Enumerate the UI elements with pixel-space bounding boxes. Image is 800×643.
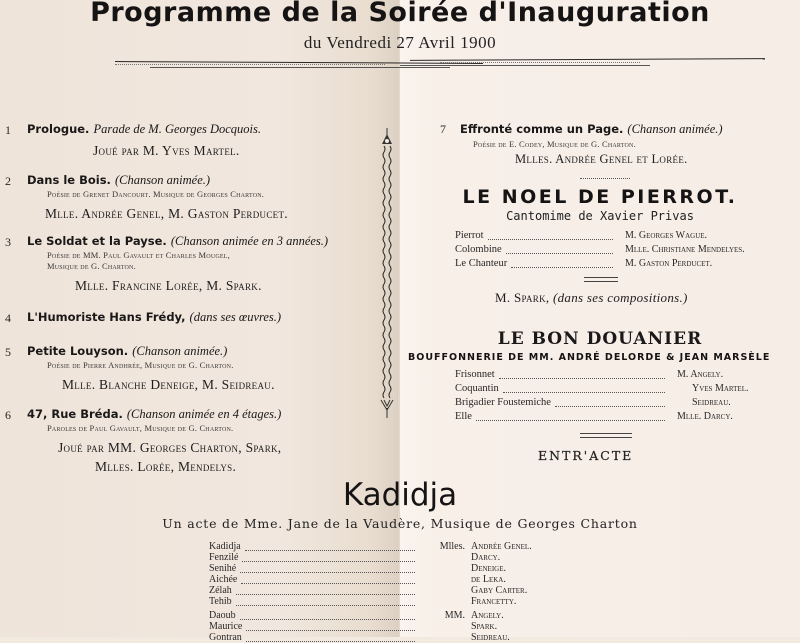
cast-role: Zélah	[209, 585, 232, 596]
item-credits	[27, 189, 372, 200]
cast-actor: Yves Martel.	[692, 383, 749, 394]
header-rule-inner	[115, 64, 385, 65]
item-credit: Poésie de Grenet Dancourt. Musique de Georges Charton.	[47, 189, 265, 199]
divider-rule	[584, 277, 618, 282]
item-note: (Chanson animée.)	[627, 122, 723, 136]
item-performers: Joué par M. Yves Martel.	[93, 143, 240, 158]
leader-dots	[488, 238, 613, 240]
leader-dots	[242, 560, 415, 562]
cast-role: Frisonnet	[455, 369, 495, 380]
cast-row	[209, 574, 579, 585]
wavy-divider	[580, 178, 630, 179]
item-performers: Joué par MM. Georges Charton, Spark,	[58, 440, 282, 455]
leader-dots	[241, 582, 415, 584]
item-title	[27, 343, 372, 359]
douanier-title: LE BON DOUANIER	[497, 329, 703, 349]
item-title-text: Prologue.	[27, 122, 90, 136]
header-rule-bottom	[150, 67, 450, 68]
cast-actor: Darcy.	[471, 552, 501, 563]
item-title	[27, 121, 372, 137]
item-performers-block	[27, 204, 372, 223]
cast-role-cell	[455, 396, 673, 410]
item-performers-block	[27, 438, 372, 476]
leader-dots	[246, 629, 415, 631]
item-title-text: Effronté comme un Page.	[460, 122, 624, 136]
kadidja-cast-list	[209, 541, 579, 643]
cast-row	[455, 368, 785, 382]
item-number: 1	[5, 123, 11, 137]
cast-actor: Mlle. Christiane Mendelyes.	[625, 244, 745, 255]
item-title-text: L'Humoriste Hans Frédy,	[27, 310, 186, 324]
divider-rule	[580, 433, 632, 438]
cast-actor: Francetty.	[471, 596, 517, 607]
cast-role-cell	[455, 382, 673, 396]
item-credits	[27, 360, 372, 371]
cast-role: Colombine	[455, 244, 502, 255]
cast-actor: M. Angely.	[677, 369, 724, 380]
noel-title: LE NOEL DE PIERROT.	[462, 186, 738, 208]
leader-dots	[503, 391, 665, 393]
item-title	[460, 121, 723, 137]
cast-role-cell	[455, 368, 673, 382]
item-performers: Mlle. Francine Lorée, M. Spark.	[75, 278, 262, 293]
item-title-text: Petite Louyson.	[27, 344, 129, 358]
item-note: (Chanson animée en 4 étages.)	[126, 407, 282, 421]
programme-item	[0, 309, 372, 325]
item-number: 5	[5, 345, 11, 359]
cast-role: Pierrot	[455, 230, 484, 241]
cast-actor: M. Georges Wague.	[625, 230, 708, 241]
item-note: (Chanson animée en 3 années.)	[170, 234, 329, 248]
item-note: Parade de M. Georges Docquois.	[93, 122, 262, 136]
item-number: 4	[5, 311, 11, 325]
item-title	[27, 309, 372, 325]
item-credit: Poésie de MM. Paul Gavault et Charles Mougel,	[47, 250, 230, 260]
cast-role: Gontran	[209, 632, 242, 643]
cast-row	[455, 229, 785, 243]
item-number: 7	[440, 122, 446, 136]
cast-role: Fenzilé	[209, 552, 239, 563]
cast-actor: M. Gaston Perducet.	[625, 258, 713, 269]
item-title-text: Le Soldat et la Payse.	[27, 234, 167, 248]
cast-row	[455, 382, 785, 396]
cast-role: Tehib	[209, 596, 232, 607]
cast-role-cell	[209, 621, 423, 632]
leader-dots	[246, 640, 415, 642]
cast-row	[209, 632, 579, 643]
spark-name: M. Spark,	[495, 290, 550, 305]
cast-row	[455, 410, 785, 424]
noel-cast-list	[455, 229, 785, 271]
douanier-cast-list	[455, 368, 785, 424]
cast-role-cell	[209, 632, 423, 643]
programme-title: Programme de la Soirée d'Inauguration	[90, 0, 710, 28]
cast-role: Daoub	[209, 610, 236, 621]
leader-dots	[476, 419, 665, 421]
cast-row	[209, 552, 579, 563]
programme-date: du Vendredi 27 Avril 1900	[303, 33, 497, 52]
programme-item	[0, 406, 372, 476]
cast-actor: de Leka.	[471, 574, 506, 585]
cast-row	[455, 243, 785, 257]
item-note: (Chanson animée.)	[114, 173, 211, 187]
cast-row	[209, 596, 579, 607]
header-rule-inner-right	[440, 62, 640, 63]
cast-actor: Deneige.	[471, 563, 506, 574]
cast-role-cell	[455, 243, 621, 257]
item-number: 2	[5, 174, 11, 188]
cast-prefix: Mlles.	[439, 541, 465, 552]
item-number: 6	[5, 408, 11, 422]
leader-dots	[240, 571, 415, 573]
cast-row	[455, 257, 785, 271]
item-performers: Mlle. Andrée Genel, M. Gaston Perducet.	[45, 206, 288, 221]
leader-dots	[506, 252, 613, 254]
programme-item	[0, 172, 372, 223]
programme-item	[0, 343, 372, 394]
item-title	[27, 406, 372, 422]
douanier-subtitle: BOUFFONNERIE DE MM. ANDRÉ DELORDE & JEAN MARSÈLE	[408, 352, 771, 363]
cast-role-cell	[209, 552, 423, 563]
item-title	[27, 172, 372, 188]
item-credit: Poésie de E. Codey, Musique de G. Charton.	[473, 139, 636, 149]
programme-item	[0, 233, 372, 295]
vertical-ornament-icon	[378, 128, 396, 418]
cast-role-cell	[209, 585, 423, 596]
cast-role-cell	[209, 596, 423, 607]
cast-role-cell	[455, 229, 621, 243]
item-performers-block	[27, 375, 372, 394]
cast-prefix: MM.	[444, 610, 465, 621]
spark-note: (dans ses compositions.)	[552, 290, 688, 305]
item-performers: Mlles. Andrée Genel et Lorée.	[515, 152, 688, 166]
leader-dots	[240, 618, 415, 620]
cast-actor: Andrée Genel.	[471, 541, 532, 552]
noel-subtitle: Cantomime de Xavier Privas	[506, 209, 694, 223]
cast-role-cell	[209, 610, 423, 621]
kadidja-title: Kadidja	[342, 477, 458, 513]
item-credits	[27, 250, 372, 272]
cast-role-cell	[455, 410, 673, 424]
header-rule-bottom-right	[400, 65, 650, 66]
cast-actor: Gaby Carter.	[471, 585, 528, 596]
cast-actor: Seidreau.	[692, 397, 731, 408]
item-title	[27, 233, 372, 249]
cast-role: Brigadier Foustemiche	[455, 397, 551, 408]
leader-dots	[499, 377, 665, 379]
item-note: (Chanson animée.)	[132, 344, 228, 358]
cast-row	[209, 541, 579, 552]
item-performers: Mlles. Lorée, Mendelys.	[95, 459, 237, 474]
leader-dots	[236, 604, 415, 606]
spark-line	[495, 289, 688, 307]
item-note: (dans ses œuvres.)	[189, 310, 282, 324]
leader-dots	[555, 405, 665, 407]
item-performers: Mlle. Blanche Deneige, M. Seidreau.	[62, 377, 275, 392]
left-programme-list	[0, 121, 372, 476]
cast-role-cell	[209, 541, 423, 552]
cast-row	[455, 396, 785, 410]
cast-role-cell	[209, 563, 423, 574]
cast-role: Elle	[455, 411, 472, 422]
kadidja-subtitle: Un acte de Mme. Jane de la Vaudère, Musique de Georges Charton	[162, 516, 638, 531]
leader-dots	[511, 266, 613, 268]
programme-item	[0, 121, 372, 160]
item-credit: Poésie de Pierre Andhrée, Musique de G. Charton.	[47, 360, 234, 370]
cast-row	[209, 621, 579, 632]
cast-row	[209, 610, 579, 621]
cast-role: Coquantin	[455, 383, 499, 394]
cast-role-cell	[455, 257, 621, 271]
cast-role: Kadidja	[209, 541, 241, 552]
cast-row	[209, 585, 579, 596]
item-number: 3	[5, 235, 11, 249]
entracte-label: ENTR'ACTE	[538, 448, 634, 463]
leader-dots	[245, 549, 415, 551]
item-performers-block	[27, 141, 372, 160]
cast-role-cell	[209, 574, 423, 585]
cast-actor: Spark.	[471, 621, 498, 632]
item-performers-block	[27, 276, 372, 295]
cast-actor: Angely.	[471, 610, 504, 621]
item-credit: Musique de G. Charton.	[47, 261, 136, 271]
item-credit: Paroles de Paul Gavault, Musique de G. Charton.	[47, 423, 234, 433]
cast-role: Senihé	[209, 563, 237, 574]
cast-role: Le Chanteur	[455, 258, 508, 269]
item-title-text: Dans le Bois.	[27, 173, 111, 187]
cast-actor: Seidreau.	[471, 632, 510, 643]
item-credits	[27, 423, 372, 434]
leader-dots	[236, 593, 415, 595]
cast-actor: Mlle. Darcy.	[677, 411, 733, 422]
item-title-text: 47, Rue Bréda.	[27, 407, 123, 421]
cast-role: Aichée	[209, 574, 238, 585]
cast-row	[209, 563, 579, 574]
cast-role: Maurice	[209, 621, 243, 632]
